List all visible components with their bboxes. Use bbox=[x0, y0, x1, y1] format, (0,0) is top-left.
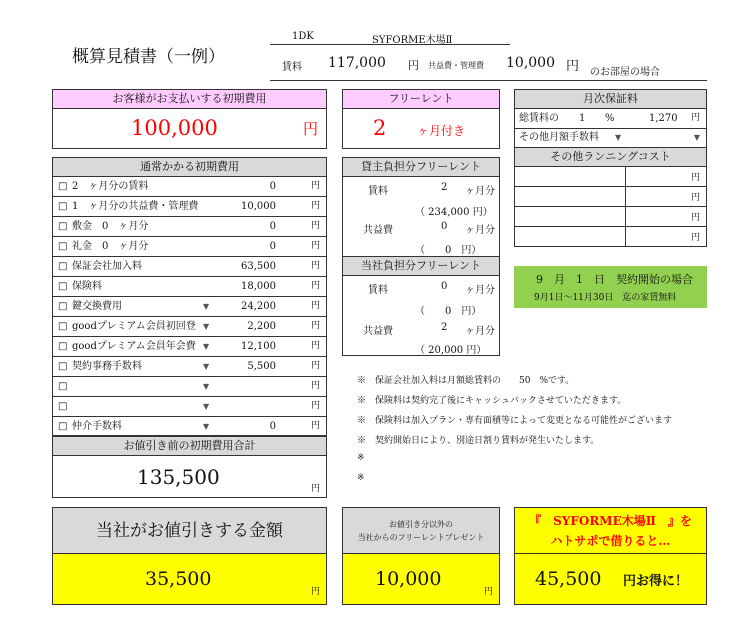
cost-row-label: 2 ヶ月分の賃料 bbox=[72, 181, 149, 192]
header-divider-bottom bbox=[270, 80, 707, 81]
dropdown-arrow-icon[interactable]: ▼ bbox=[203, 302, 210, 311]
company-mgmt-label: 共益費 bbox=[363, 326, 393, 337]
cost-row-label: 保険料 bbox=[72, 281, 102, 292]
present-box bbox=[342, 507, 500, 605]
total-unit: 円 bbox=[310, 484, 320, 494]
checkbox[interactable]: □ bbox=[58, 321, 68, 332]
initial-payment-box bbox=[52, 89, 327, 149]
checkbox[interactable]: □ bbox=[58, 281, 68, 292]
note-5: ※ bbox=[357, 453, 365, 463]
company-mgmt-amount: （ 20,000 円） bbox=[415, 345, 487, 356]
dropdown-arrow-icon[interactable]: ▼ bbox=[203, 402, 210, 411]
cost-row-unit: 円 bbox=[310, 181, 320, 191]
cost-row-unit: 円 bbox=[310, 361, 320, 371]
campaign-banner bbox=[514, 266, 707, 308]
cost-row-unit: 円 bbox=[310, 421, 320, 431]
cost-row[interactable] bbox=[53, 297, 326, 317]
rent-label: 賃料 bbox=[282, 62, 302, 73]
present-value: 10,000 bbox=[375, 568, 442, 590]
cost-row-value: 63,500 bbox=[241, 261, 276, 272]
running-cost-row[interactable]: 円 bbox=[515, 187, 706, 207]
owner-rent-months: 2 bbox=[441, 182, 448, 193]
running-cost-row[interactable]: 円 bbox=[515, 207, 706, 227]
owner-free-rent-box bbox=[342, 157, 500, 257]
initial-payment-unit: 円 bbox=[303, 120, 319, 138]
checkbox[interactable]: □ bbox=[58, 381, 68, 392]
checkbox[interactable]: □ bbox=[58, 241, 68, 252]
other-monthly-fee-label: その他月額手数料 bbox=[519, 132, 599, 143]
note-1: ※ 保証会社加入料は月額総賃料の 50 %です。 bbox=[357, 376, 575, 386]
cost-row-value: 0 bbox=[269, 221, 276, 232]
cost-row-label: 契約事務手数料 bbox=[72, 361, 142, 372]
running-cost-grid bbox=[515, 167, 706, 246]
mgmt-value: 10,000 bbox=[506, 55, 555, 71]
campaign-line2: 9月1日～11月30日 迄の家賃無料 bbox=[534, 293, 677, 303]
cost-row-label: 保証会社加入料 bbox=[72, 261, 142, 272]
guarantee-unit: 円 bbox=[690, 113, 700, 123]
cost-row-unit: 円 bbox=[310, 381, 320, 391]
cost-row-unit: 円 bbox=[310, 301, 320, 311]
cost-row-unit: 円 bbox=[310, 261, 320, 271]
initial-payment-value: 100,000 bbox=[131, 116, 218, 140]
mgmt-label: 共益費・管理費 bbox=[428, 61, 484, 70]
dropdown-arrow-icon[interactable]: ▼ bbox=[203, 362, 210, 371]
cost-row-unit: 円 bbox=[310, 401, 320, 411]
cost-row-value: 5,500 bbox=[247, 361, 276, 372]
savings-label-line2: ハトサポで借りると… bbox=[550, 534, 671, 548]
cost-row-label: 礼金 0 ヶ月分 bbox=[72, 241, 149, 252]
cost-row-value: 24,200 bbox=[241, 301, 276, 312]
cost-row-label: 鍵交換費用 bbox=[72, 301, 122, 312]
owner-mgmt-label: 共益費 bbox=[363, 225, 393, 236]
company-free-rent-box bbox=[342, 256, 500, 356]
cost-row[interactable] bbox=[53, 277, 326, 297]
page-title: 概算見積書（一例） bbox=[72, 47, 225, 67]
free-rent-label: フリーレント bbox=[343, 90, 499, 109]
checkbox[interactable]: □ bbox=[58, 301, 68, 312]
free-rent-unit: ヶ月付き bbox=[417, 124, 466, 138]
checkbox[interactable]: □ bbox=[58, 361, 68, 372]
total-box bbox=[52, 436, 327, 498]
discount-value: 35,500 bbox=[145, 568, 212, 590]
company-mgmt-months: 2 bbox=[441, 322, 448, 333]
running-cost-label: その他ランニングコスト bbox=[515, 148, 706, 167]
present-label-line2: 当社からのフリーレントプレゼント bbox=[357, 533, 485, 542]
monthly-guarantee-label: 月次保証料 bbox=[515, 90, 706, 109]
guarantee-value: 1,270 bbox=[649, 113, 678, 124]
discount-box bbox=[52, 507, 327, 605]
mgmt-unit: 円 bbox=[566, 59, 580, 74]
total-value: 135,500 bbox=[137, 465, 220, 489]
cost-row-label: 敷金 0 ヶ月分 bbox=[72, 221, 149, 232]
guarantee-pct: % bbox=[605, 113, 615, 124]
cost-row-label: 仲介手数料 bbox=[72, 421, 122, 432]
dropdown-arrow-icon[interactable]: ▼ bbox=[203, 342, 210, 351]
checkbox[interactable]: □ bbox=[58, 181, 68, 192]
owner-rent-months-unit: ヶ月分 bbox=[465, 186, 495, 197]
cost-row-value: 18,000 bbox=[241, 281, 276, 292]
owner-mgmt-amount: （ 0 円） bbox=[415, 245, 482, 256]
cost-row-label: goodプレミアム会員初回登 bbox=[72, 321, 196, 332]
cost-row[interactable] bbox=[53, 257, 326, 277]
checkbox[interactable]: □ bbox=[58, 341, 68, 352]
property-name: SYFORME木場Ⅱ bbox=[372, 35, 453, 46]
company-mgmt-months-unit: ヶ月分 bbox=[465, 326, 495, 337]
guarantee-rate: 1 bbox=[579, 113, 586, 124]
cost-row-value: 0 bbox=[269, 241, 276, 252]
owner-free-rent-label: 貸主負担分フリーレント bbox=[343, 158, 499, 177]
savings-value: 45,500 bbox=[535, 568, 602, 590]
present-unit: 円 bbox=[483, 587, 493, 597]
owner-mgmt-months-unit: ヶ月分 bbox=[465, 225, 495, 236]
cost-row-label: 1 ヶ月分の共益費・管理費 bbox=[72, 201, 199, 212]
running-cost-row[interactable]: 円 bbox=[515, 167, 706, 187]
cost-row-unit: 円 bbox=[310, 341, 320, 351]
owner-mgmt-months: 0 bbox=[441, 221, 448, 232]
regular-costs-box bbox=[52, 157, 327, 436]
cost-row[interactable] bbox=[53, 177, 326, 197]
guarantee-row1-label: 総賃料の bbox=[519, 113, 559, 124]
savings-unit: 円お得に！ bbox=[623, 574, 689, 589]
cost-row[interactable] bbox=[53, 357, 326, 377]
cost-row-unit: 円 bbox=[310, 241, 320, 251]
company-rent-months-unit: ヶ月分 bbox=[465, 285, 495, 296]
cost-row[interactable] bbox=[53, 237, 326, 257]
checkbox[interactable]: □ bbox=[58, 421, 68, 432]
cost-row-unit: 円 bbox=[310, 321, 320, 331]
header-divider-top bbox=[270, 44, 510, 45]
note-4: ※ 契約開始日により、別途日割り賃料が発生いたします。 bbox=[357, 436, 600, 446]
checkbox[interactable]: □ bbox=[58, 201, 68, 212]
dropdown-arrow-icon[interactable]: ▼ bbox=[203, 322, 210, 331]
company-rent-label: 賃料 bbox=[368, 285, 388, 296]
cost-row[interactable] bbox=[53, 217, 326, 237]
company-free-rent-label: 当社負担分フリーレント bbox=[343, 257, 499, 276]
note-3: ※ 保険料は加入プラン・専有面積等によって変更となる可能性がございます bbox=[357, 416, 673, 426]
cost-row-value: 12,100 bbox=[241, 341, 276, 352]
cost-row-unit: 円 bbox=[310, 281, 320, 291]
guarantee-row1 bbox=[515, 109, 706, 129]
company-rent-months: 0 bbox=[441, 281, 448, 292]
cost-row-unit: 円 bbox=[310, 201, 320, 211]
cost-row[interactable] bbox=[53, 197, 326, 217]
note-6: ※ bbox=[357, 473, 365, 483]
initial-payment-label: お客様がお支払いする初期費用 bbox=[53, 90, 326, 109]
discount-unit: 円 bbox=[310, 587, 320, 597]
dropdown-arrow-icon[interactable]: ▼ bbox=[693, 133, 700, 142]
free-rent-box bbox=[342, 89, 500, 149]
cost-row-unit: 円 bbox=[310, 221, 320, 231]
checkbox[interactable]: □ bbox=[58, 261, 68, 272]
running-cost-row[interactable]: 円 bbox=[690, 233, 700, 243]
campaign-line1: 9 月 1 日 契約開始の場合 bbox=[536, 273, 693, 286]
room-type: 1DK bbox=[292, 31, 314, 42]
owner-rent-amount: （ 234,000 円） bbox=[415, 207, 493, 218]
regular-costs-label: 通常かかる初期費用 bbox=[53, 158, 326, 177]
dropdown-arrow-icon[interactable]: ▼ bbox=[203, 382, 210, 391]
monthly-guarantee-box bbox=[514, 89, 707, 247]
cost-row[interactable] bbox=[53, 337, 326, 357]
savings-label-line1: 『 SYFORME木場Ⅱ 』を bbox=[529, 514, 692, 528]
cost-row[interactable] bbox=[53, 317, 326, 337]
cost-row-value: 0 bbox=[269, 181, 276, 192]
present-label-line1: お値引き分以外の bbox=[389, 520, 453, 529]
total-label: お値引き前の初期費用合計 bbox=[53, 437, 326, 456]
discount-label: 当社がお値引きする金額 bbox=[53, 508, 326, 554]
other-monthly-fee-row[interactable] bbox=[515, 129, 706, 148]
cost-row-label: goodプレミアム会員年会費 bbox=[72, 341, 196, 352]
checkbox[interactable]: □ bbox=[58, 401, 68, 412]
cost-row-value: 2,200 bbox=[247, 321, 276, 332]
dropdown-arrow-icon[interactable]: ▼ bbox=[615, 133, 622, 142]
savings-box bbox=[514, 507, 707, 605]
rent-value: 117,000 bbox=[328, 55, 386, 71]
cost-row[interactable] bbox=[53, 397, 326, 417]
cost-row-value: 10,000 bbox=[241, 201, 276, 212]
cost-row[interactable] bbox=[53, 377, 326, 397]
cost-row-value: 0 bbox=[269, 421, 276, 432]
owner-rent-label: 賃料 bbox=[368, 186, 388, 197]
cost-row[interactable] bbox=[53, 417, 326, 437]
header-suffix: のお部屋の場合 bbox=[590, 67, 660, 78]
checkbox[interactable]: □ bbox=[58, 221, 68, 232]
rent-unit: 円 bbox=[408, 59, 419, 72]
company-rent-amount: （ 0 円） bbox=[415, 306, 482, 317]
note-2: ※ 保険料は契約完了後にキャッシュバックさせていただきます。 bbox=[357, 396, 627, 406]
free-rent-value: 2 bbox=[373, 116, 387, 140]
dropdown-arrow-icon[interactable]: ▼ bbox=[203, 422, 210, 431]
